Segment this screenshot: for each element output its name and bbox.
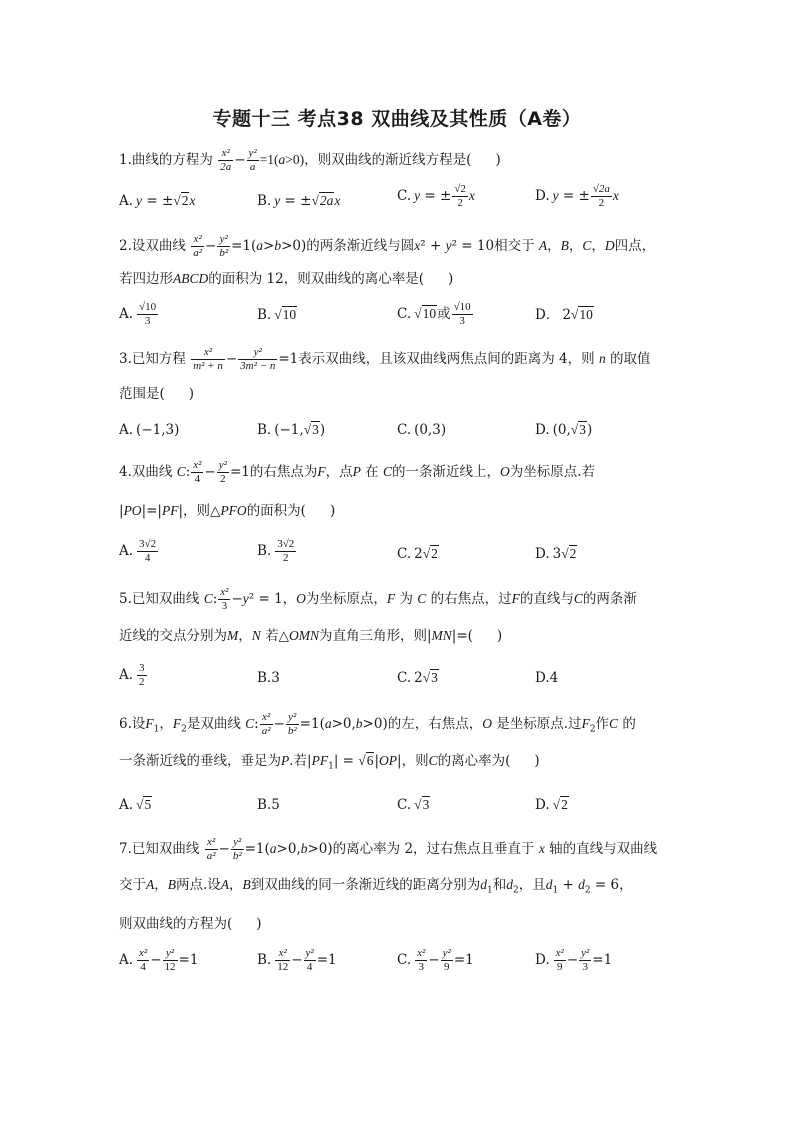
question-3: 3.已知方程 $\frac{\text{x²}}{\text{m² + n}}$ − $\frac{\text{y²}}{\text{3m² − n}}$ =1表示双曲线，且该双曲线两焦点间的距离为 4，则 n 的取值 xyxy=(119,346,651,372)
question-2-options xyxy=(119,301,679,337)
option-d[interactable]: D. (0,√3) xyxy=(535,422,593,438)
option-b[interactable]: B.3 xyxy=(257,670,280,686)
option-d[interactable]: D.4 xyxy=(535,670,559,686)
option-b[interactable]: B. $\frac{\text{x²}}{12}$ − $\frac{\text{y²}}{4}$ =1 xyxy=(257,947,337,973)
option-b[interactable]: B. y = ±√2ax xyxy=(257,193,341,209)
option-a[interactable]: A. $\frac{3}{2}$ xyxy=(119,662,145,688)
option-d[interactable]: D. 3√2 xyxy=(535,546,577,562)
option-c[interactable]: C. 2√3 xyxy=(397,670,438,686)
option-a[interactable]: A. $\frac{√10}{3}$ xyxy=(119,301,157,327)
question-3-line-2: 范围是( ) xyxy=(119,386,195,402)
option-d[interactable]: D. y = ± $\frac{√2a}{2}$ x xyxy=(535,183,619,209)
option-b[interactable]: B. $\frac{3√2}{2}$ xyxy=(257,538,295,564)
question-6-options xyxy=(119,795,679,827)
question-7: 7.已知双曲线 $\frac{\text{x²}}{\text{a²}}$ − $\frac{\text{y²}}{\text{b²}}$ =1(a>0,b>0)的离心率为 2，过右焦点且垂直于 x 轴的直线与双曲线 xyxy=(119,836,658,862)
option-b[interactable]: B. √10 xyxy=(257,307,297,323)
question-1-options xyxy=(119,183,679,223)
question-2-line-2: 若四边形ABCD的面积为 12，则双曲线的离心率是( ) xyxy=(119,271,454,287)
option-d[interactable]: D. √2 xyxy=(535,797,568,813)
page-title: 专题十三 考点38 双曲线及其性质（A卷） xyxy=(212,108,582,130)
option-d[interactable]: D． 2√10 xyxy=(535,307,593,323)
question-7-options xyxy=(119,947,679,983)
question-6: 6.设$F_1$，$F_2$是双曲线 C: $\frac{\text{x²}}{\text{a²}}$ − $\frac{\text{y²}}{\text{b²}}$ =1(a>0,b>0)的左，右焦点，O 是坐标原点.过$F_2$作C 的 xyxy=(119,711,636,737)
option-a[interactable]: A. (−1,3) xyxy=(119,422,180,438)
question-4-line-2: |PO|=|PF|，则△PFO的面积为( ) xyxy=(119,503,336,519)
question-4-options xyxy=(119,538,679,576)
option-a[interactable]: A. $\frac{\text{x²}}{4}$ − $\frac{\text{y²}}{12}$ =1 xyxy=(119,947,199,973)
question-5-line-2: 近线的交点分别为M，N 若△OMN为直角三角形，则|MN|=( ) xyxy=(119,628,503,644)
option-a[interactable]: A. y = ±√2x xyxy=(119,193,196,209)
option-b[interactable]: B. (−1,√3) xyxy=(257,422,326,438)
option-c[interactable]: C. √10或 $\frac{√10}{3}$ xyxy=(397,301,471,327)
question-4: 4.双曲线 C: $\frac{\text{x²}}{4}$ − $\frac{\text{y²}}{2}$ =1的右焦点为F，点P 在 C的一条渐近线上，O为坐标原点.若 xyxy=(119,459,596,485)
option-a[interactable]: A. √5 xyxy=(119,797,152,813)
option-a[interactable]: A. $\frac{3√2}{4}$ xyxy=(119,538,157,564)
option-d[interactable]: D. $\frac{\text{x²}}{9}$ − $\frac{\text{y²}}{3}$ =1 xyxy=(535,947,613,973)
question-1: 1.曲线的方程为 $\frac{\text{x²}}{2a}$ − $\frac{\text{y²}}{a}$ =1(a>0)，则双曲线的渐近线方程是( ) xyxy=(119,147,501,173)
option-c[interactable]: C. 2√2 xyxy=(397,546,438,562)
option-c[interactable]: C. (0,3) xyxy=(397,422,447,438)
option-b[interactable]: B.5 xyxy=(257,797,280,813)
question-5: 5.已知双曲线 C: $\frac{\text{x²}}{3}$ −y² = 1，O为坐标原点，F 为 C 的右焦点，过F的直线与C的两条渐 xyxy=(119,586,637,612)
question-2: 2.设双曲线 $\frac{\text{x²}}{\text{a²}}$ − $\frac{\text{y²}}{\text{b²}}$ =1(a>b>0)的两条渐近线与圆x² + y² = 10相交于 A，B，C，D四点， xyxy=(119,233,656,259)
question-7-line-3: 则双曲线的方程为( ) xyxy=(119,916,262,932)
option-c[interactable]: C. √3 xyxy=(397,797,430,813)
question-3-options xyxy=(119,420,679,452)
question-5-options xyxy=(119,662,679,700)
option-c[interactable]: C. $\frac{\text{x²}}{3}$ − $\frac{\text{y²}}{9}$ =1 xyxy=(397,947,474,973)
question-7-line-2: 交于A，B两点.设A，B到双曲线的同一条渐近线的距离分别为$d_1$和$d_2$，且$d_1 + d_2 = 6$， xyxy=(119,877,633,896)
question-6-line-2: 一条渐近线的垂线，垂足为P.若$|PF_1| = √6|OP|$，则C的离心率为( ) xyxy=(119,753,540,772)
option-c[interactable]: C. y = ± $\frac{√2}{2}$ x xyxy=(397,183,475,209)
